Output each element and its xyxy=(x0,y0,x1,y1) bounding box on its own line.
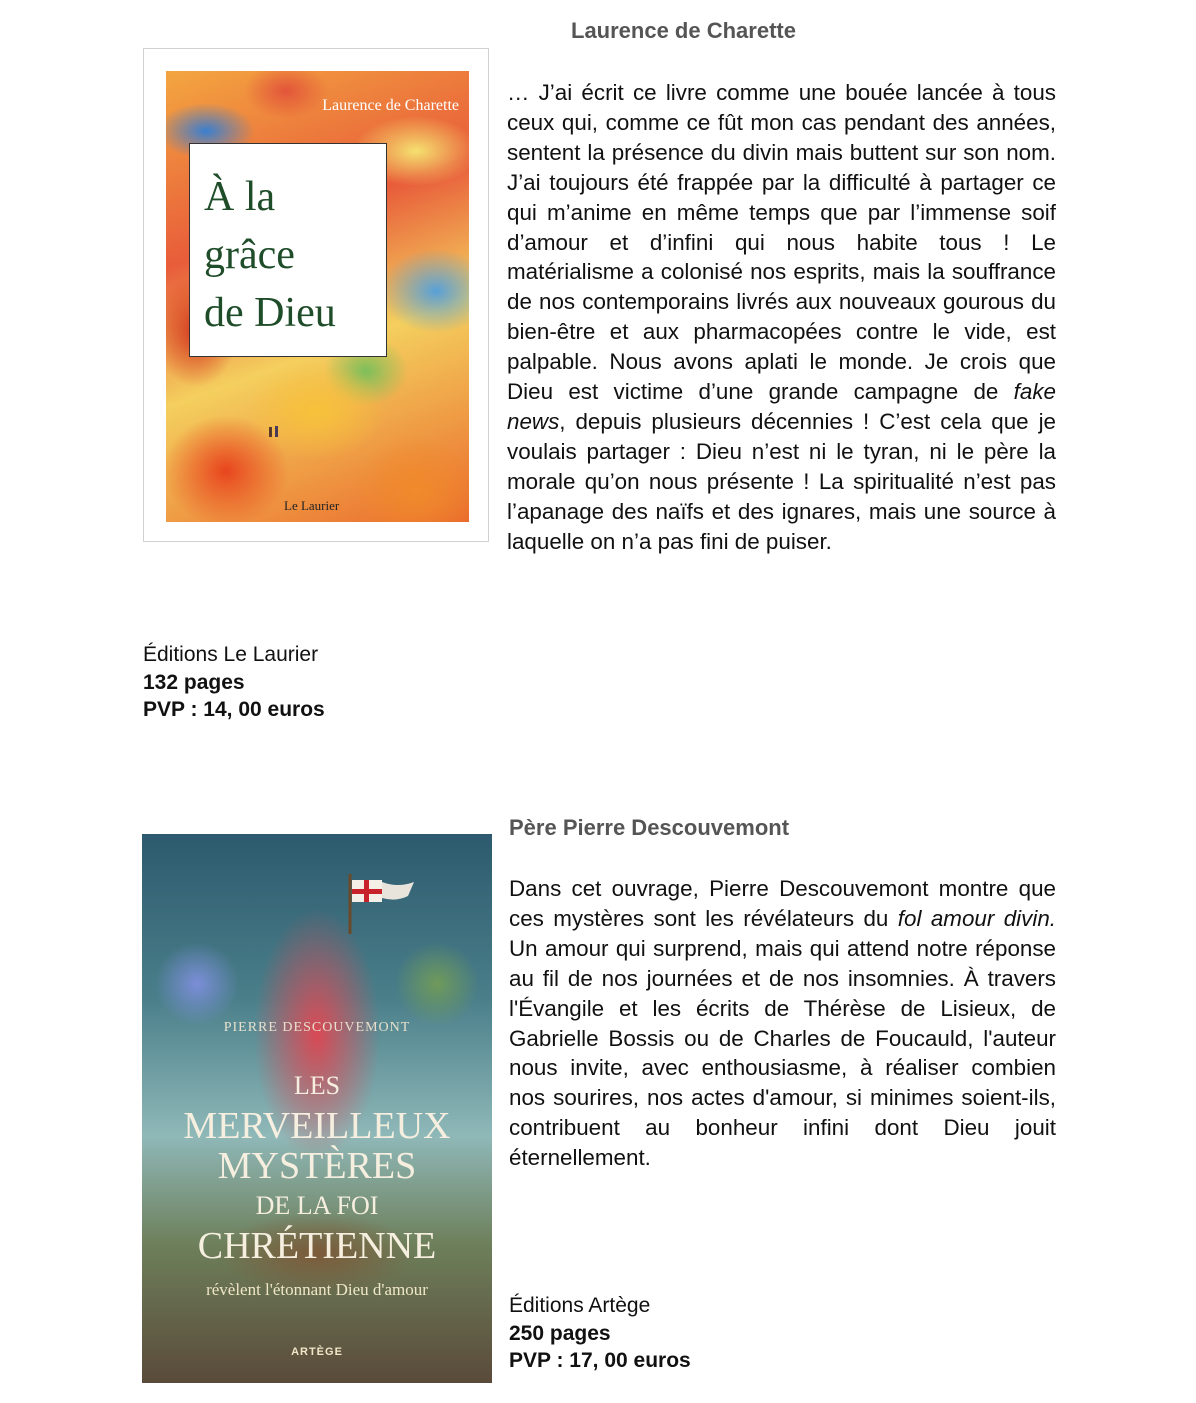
book1-pages: 132 pages xyxy=(143,670,245,694)
cross-flag-icon xyxy=(348,874,418,934)
book2-cover xyxy=(142,834,492,1383)
book1-author-heading: Laurence de Charette xyxy=(571,18,796,43)
book2-description-italic: fol amour divin. xyxy=(897,905,1056,931)
book1-cover-art xyxy=(166,71,469,522)
book2-price: PVP : 17, 00 euros xyxy=(509,1349,691,1372)
book1-cover xyxy=(143,48,489,542)
book1-publication-info xyxy=(143,641,325,724)
book1-description-part1: … J’ai écrit ce livre comme une bouée lancée à tous ceux qui, comme ce fût mon cas pendant des années, sentent la présence du divin mais buttent sur son nom. J’ai toujours été frappée par la difficulté à partager ce qui m’anime en même temps que par l’immense soif d’amour et d’infini qui nous habite tous ! Le matérialisme a colonisé nos esprits, mais la souffrance de nos contemporains livrés aux nouveaux gourous du bien-être et aux pharmacopées contre le vide, est palpable. Nous avons aplati le monde. Je crois que Dieu est victime d’une grande campagne de xyxy=(507,80,1056,405)
book2-author-heading: Père Pierre Descouvemont xyxy=(509,815,790,840)
book2-cover-title-line: LES xyxy=(293,1071,341,1100)
book2-description-part2: Un amour qui surprend, mais qui attend notre réponse au fil de nos journées et de nos insomnies. À travers l'Évangile et les écrits de Thérèse de Lisieux, de Gabrielle Bossis ou de Charles de Foucauld, l'auteur nous invite, avec enthousiasme, à réaliser combien nos sourires, nos actes d'amour, si minimes soient-ils, contribuent au bonheur infini dont Dieu jouit éternellement. xyxy=(509,935,1056,1171)
book1-description-part2: , depuis plusieurs décennies ! C’est cela que je voulais partager : Dieu n’est ni le tyran, ni le père la morale qu’on nous présente ! La spiritualité n’est pas l’apanage des naïfs et des ignares, mais une source à laquelle on n’a pas fini de puiser. xyxy=(507,408,1056,554)
book2-pages: 250 pages xyxy=(509,1321,611,1345)
book2-cover-subtitle: révèlent l'étonnant Dieu d'amour xyxy=(206,1280,428,1299)
walking-figures-icon xyxy=(266,423,282,439)
book1-cover-title-line: grâce xyxy=(204,232,295,278)
book2-cover-title xyxy=(142,1066,492,1266)
book2-description-text xyxy=(509,874,1056,1173)
book1-cover-publisher: Le Laurier xyxy=(284,498,340,513)
book1-cover-title-box xyxy=(189,143,387,357)
book2-cover-title-line: MERVEILLEUX xyxy=(183,1105,451,1147)
book2-publisher: Éditions Artège xyxy=(509,1294,651,1317)
book1-publisher: Éditions Le Laurier xyxy=(143,643,319,666)
book1-description-italic: fake news xyxy=(507,379,1056,434)
book2-cover-title-line: DE LA FOI xyxy=(255,1191,379,1220)
book1-cover-title-line: de Dieu xyxy=(204,290,336,336)
book2-cover-title-line: CHRÉTIENNE xyxy=(197,1225,437,1267)
book1-price: PVP : 14, 00 euros xyxy=(143,698,325,721)
book1-description-block xyxy=(143,48,1056,557)
book1-cover-author: Laurence de Charette xyxy=(322,97,459,114)
book1-cover-title-line: À la xyxy=(204,174,276,220)
book2-cover-author: PIERRE DESCOUVEMONT xyxy=(223,1020,411,1035)
book2-publication-info xyxy=(509,1292,691,1375)
book2-cover-publisher: ARTÈGE xyxy=(291,1346,343,1358)
book2-cover-title-line: MYSTÈRES xyxy=(217,1145,417,1187)
book2-description-part1: Dans cet ouvrage, Pierre Descouvemont montre que ces mystères sont les révélateurs du xyxy=(509,876,1056,931)
